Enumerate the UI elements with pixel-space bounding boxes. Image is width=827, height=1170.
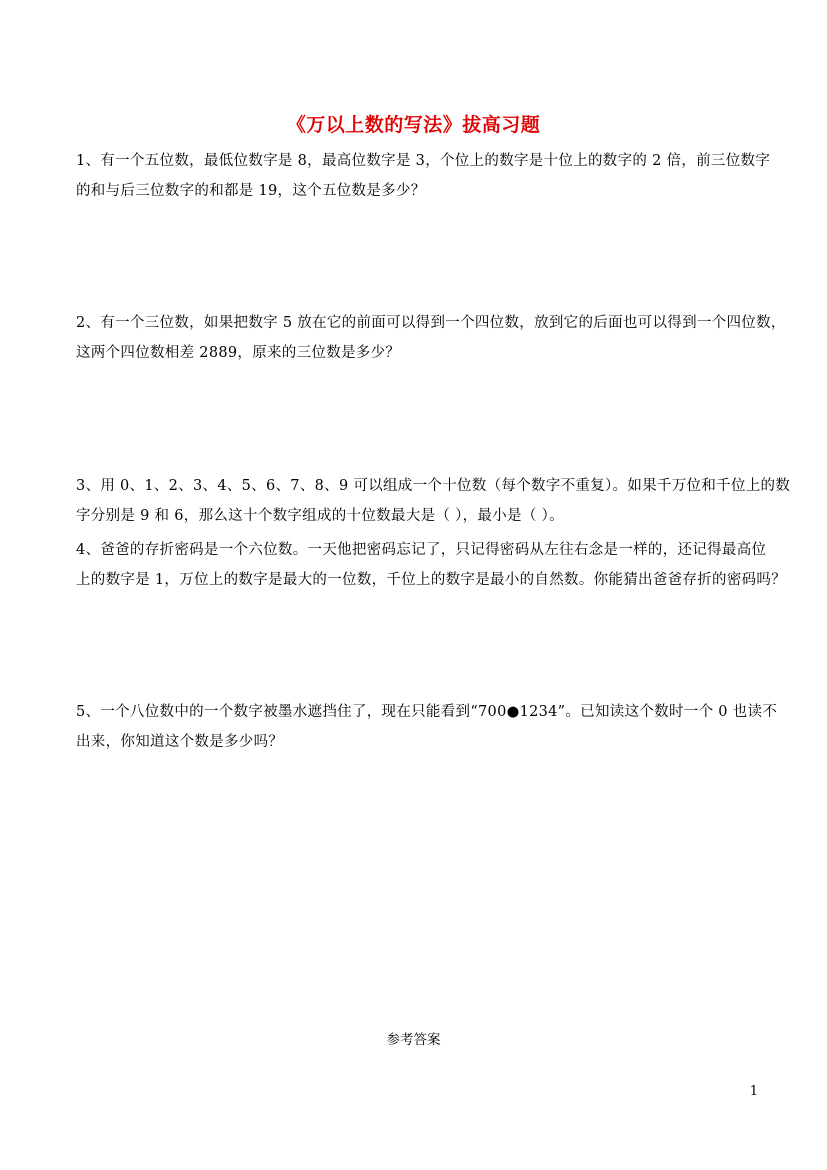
question-5-line-2: 出来，你知道这个数是多少吗？ (76, 734, 284, 750)
question-4-line-1: 4、爸爸的存折密码是一个六位数。一天他把密码忘记了，只记得密码从左往右念是一样的，还记得最高位 (76, 542, 767, 558)
document-title: 《万以上数的写法》拔高习题 (286, 114, 541, 136)
question-4 (76, 535, 787, 595)
question-5 (76, 697, 778, 757)
question-3-line-1: 3、用 0、1、2、3、4、5、6、7、8、9 可以组成一个十位数（每个数字不重复）。如果千万位和千位上的数 (76, 478, 791, 494)
question-3-line-2: 字分别是 9 和 6，那么这十个数字组成的十位数最大是（ ），最小是（ ）。 (76, 508, 564, 524)
question-2 (76, 308, 786, 368)
question-1 (76, 146, 771, 206)
answer-heading: 参考答案 (386, 1032, 441, 1048)
question-2-line-2: 这两个四位数相差 2889，原来的三位数是多少？ (76, 345, 401, 361)
question-4-line-2: 上的数字是 1，万位上的数字是最大的一位数，千位上的数字是最小的自然数。你能猜出爸爸存折的密码吗？ (76, 572, 787, 588)
question-1-line-1: 1、有一个五位数，最低位数字是 8，最高位数字是 3，个位上的数字是十位上的数字的 2 倍，前三位数字 (76, 153, 771, 169)
question-5-line-1: 5、一个八位数中的一个数字被墨水遮挡住了，现在只能看到“700●1234”。已知读这个数时一个 0 也读不 (76, 704, 778, 720)
question-1-line-2: 的和与后三位数字的和都是 19，这个五位数是多少？ (76, 183, 426, 199)
page-number: 1 (749, 1084, 758, 1099)
question-2-line-1: 2、有一个三位数，如果把数字 5 放在它的前面可以得到一个四位数，放到它的后面也可以得到一个四位数， (76, 315, 786, 331)
question-3 (76, 471, 791, 531)
